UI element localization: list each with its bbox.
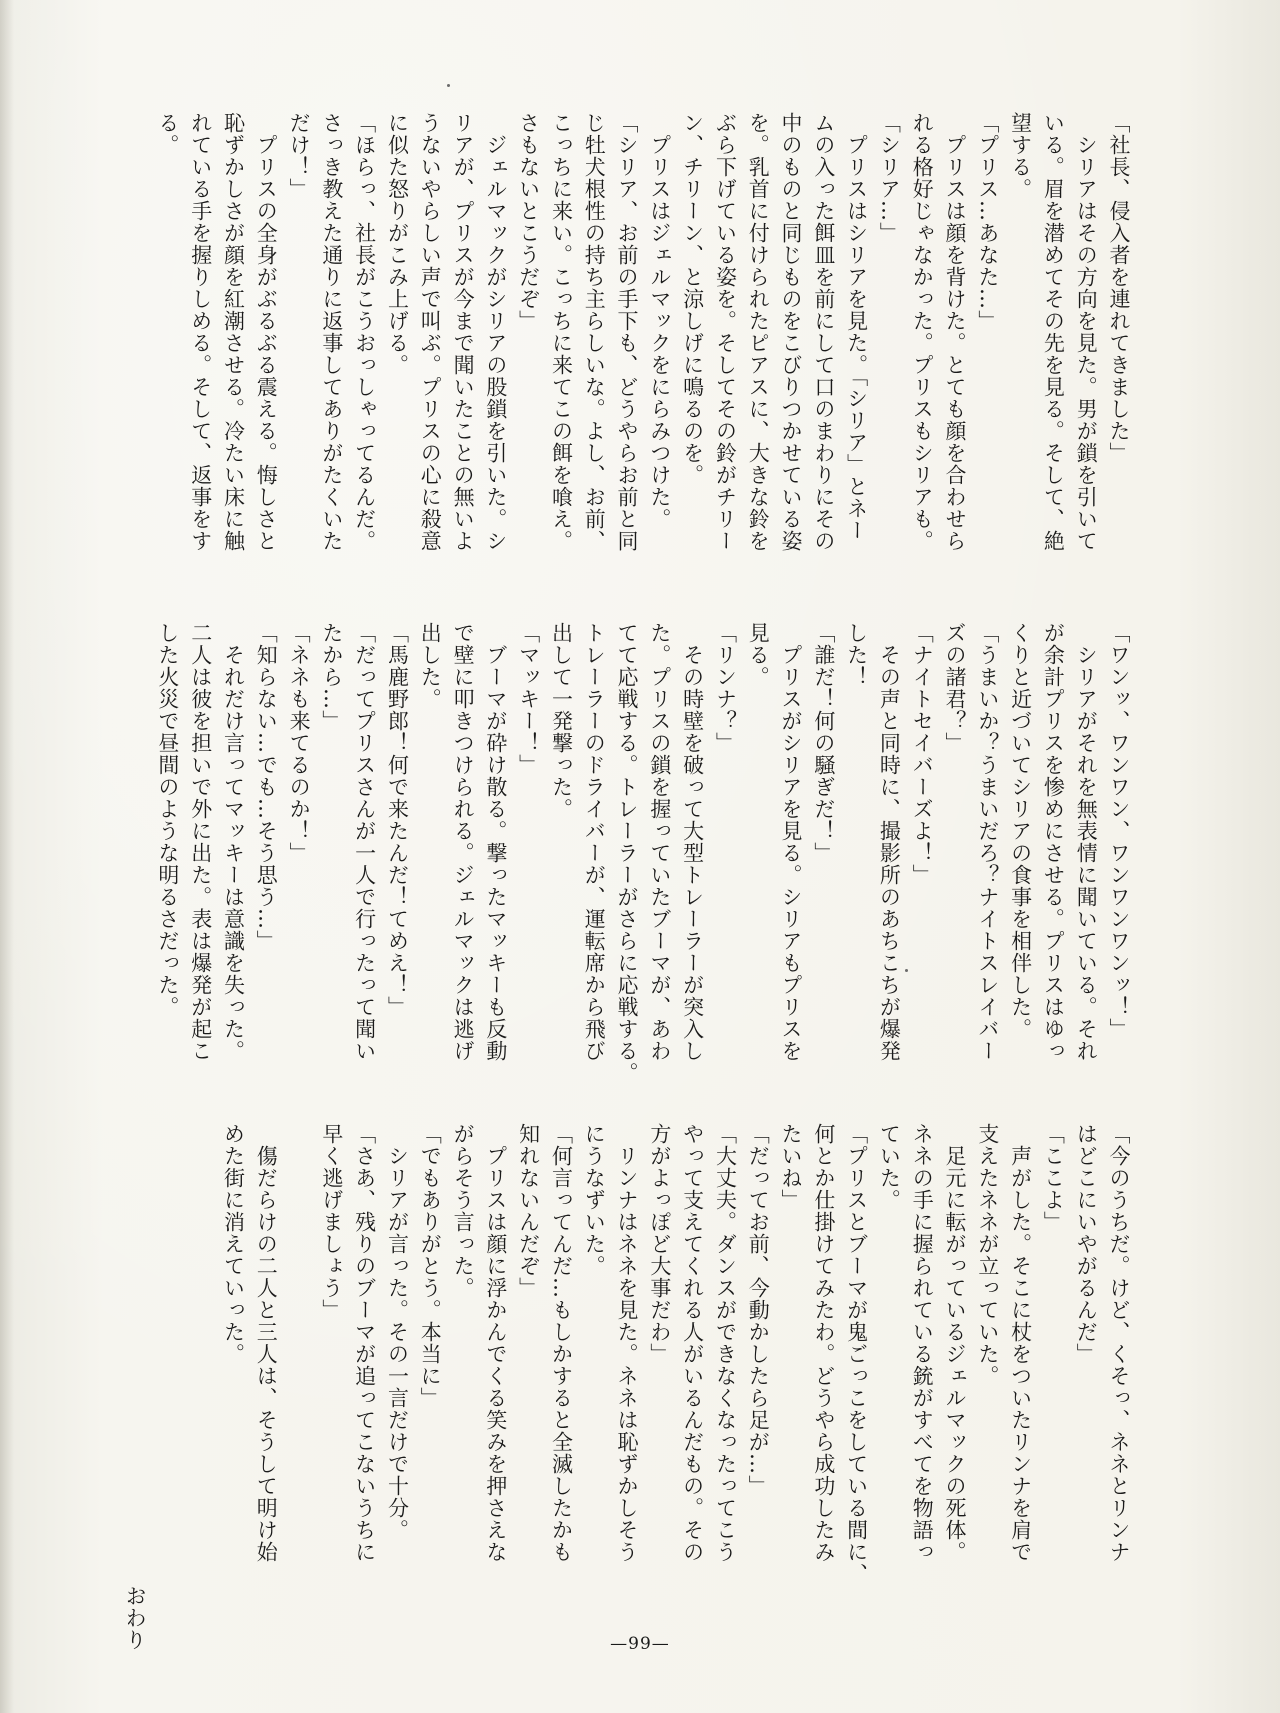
text-line: それだけ言ってマッキーは意識を失った。 (221, 622, 246, 1062)
text-line: した火災で昼間のような明るさだった。 (155, 622, 180, 1018)
text-line: 「うまいか？うまいだろ？ナイトスレイバー (975, 622, 1000, 1062)
text-line: シリアが言った。その一言だけで十分。 (385, 1123, 410, 1541)
text-block-middle (85, 622, 1135, 1087)
text-line: 「プリス…あなた…」 (975, 112, 1000, 332)
text-line: 声がした。そこに杖をついたリンナを肩で (1008, 1123, 1033, 1563)
text-line: やって支えてくれる人がいるんだもの。その (680, 1123, 705, 1563)
text-line: 出した。 (418, 622, 443, 710)
text-line (184, 1123, 217, 1583)
text-line: 支えたネネが立っていた。 (975, 1123, 1000, 1387)
text-line: 「シリア…」 (877, 112, 902, 244)
text-line: うないやらしい声で叫ぶ。プリスの心に殺意 (418, 112, 443, 552)
text-line: トレーラーのドライバーが、運転席から飛び (582, 622, 607, 1062)
text-line: にうなずいた。 (582, 1123, 607, 1277)
paper-speck (905, 969, 908, 972)
text-line: ズの諸君？」 (943, 622, 968, 754)
text-line: プリスはシリアを見た。「シリア」とネー (844, 112, 869, 542)
text-line: たいね」 (779, 1123, 804, 1211)
text-line: 「でもありがとう。本当に」 (418, 1123, 443, 1409)
text-line: 「ほらっ、社長がこうおっしゃってるんだ。 (352, 112, 377, 552)
text-line: 「大丈夫。ダンスができなくなったってこう (713, 1123, 738, 1563)
text-line: 知れないんだぞ」 (516, 1123, 541, 1299)
text-line: が余計プリスを惨めにさせる。プリスはゆっ (1041, 622, 1066, 1062)
text-line: 「ワンッ、ワンワン、ワンワンワンッ！」 (1107, 622, 1131, 1040)
text-line: 「社長、侵入者を連れてきました」 (1107, 112, 1131, 464)
text-line: じ牡犬根性の持ち主らしいな。よし、お前、 (582, 112, 607, 552)
text-line: 「リンナ？」 (713, 622, 738, 754)
text-line: さっき教えた通りに返事してありがたくいた (319, 112, 344, 552)
text-line: リンナはネネを見た。ネネは恥ずかしそう (615, 1123, 640, 1563)
text-line: 「誰だ！何の騒ぎだ！」 (811, 622, 836, 864)
text-line: てて応戦する。トレーラーがさらに応戦する。 (615, 622, 640, 1084)
text-line: プリスは顔を背けた。とても顔を合わせら (943, 112, 968, 552)
text-line: くりと近づいてシリアの食事を相伴した。 (1008, 622, 1033, 1040)
text-line: プリスの全身がぶるぶる震える。悔しさと (254, 112, 279, 552)
text-line: 出して一発撃った。 (549, 622, 574, 820)
text-line: に似た怒りがこみ上げる。 (385, 112, 410, 376)
text-line: 「だってお前、今動かしたら足が…」 (746, 1123, 771, 1497)
text-line: プリスは顔に浮かんでくる笑みを押さえな (483, 1123, 508, 1563)
text-line: 早く逃げましょう」 (319, 1123, 344, 1321)
paper-speck (447, 84, 450, 87)
text-line: れる格好じゃなかった。プリスもシリアも。 (910, 112, 935, 552)
text-line: リアが、プリスが今まで聞いたことの無いよ (451, 112, 476, 552)
text-line: 傷だらけの二人と三人は、そうして明け始 (254, 1123, 279, 1563)
text-line: シリアがそれを無表情に聞いている。それ (1074, 622, 1099, 1062)
text-line: シリアはその方向を見た。男が鎖を引いて (1074, 112, 1099, 552)
text-block-upper (85, 112, 1135, 582)
text-line: 「ここよ」 (1041, 1123, 1066, 1233)
text-line: 「何言ってんだ…もしかすると全滅したかも (549, 1123, 574, 1563)
text-line: ネネの手に握られている銃がすべてを物語っ (910, 1123, 935, 1563)
text-line: 「ナイトセイバーズよ！」 (910, 622, 935, 886)
text-line (151, 1123, 184, 1583)
text-line: ていた。 (877, 1123, 902, 1211)
text-line: たから…」 (319, 622, 344, 732)
text-line: 「ネネも来てるのか！」 (287, 622, 312, 864)
text-line: で壁に叩きつけられる。ジェルマックは逃げ (451, 622, 476, 1062)
text-line: 「知らない…でも…そう思う…」 (254, 622, 279, 952)
text-line: 二人は彼を担いで外に出た。表は爆発が起こ (188, 622, 213, 1062)
text-line: プリスはジェルマックをにらみつけた。 (647, 112, 672, 530)
text-line: 「今のうちだ。けど、くそっ、ネネとリンナ (1107, 1123, 1131, 1563)
text-line: 「プリスとブーマが鬼ごっこをしている間に、 (844, 1123, 869, 1585)
text-line: 恥ずかしさが顔を紅潮させる。冷たい床に触 (221, 112, 246, 552)
text-line: ジェルマックがシリアの股鎖を引いた。シ (483, 112, 508, 552)
page-number: —99— (610, 1634, 670, 1654)
text-line: 「マッキー！」 (516, 622, 541, 776)
text-line: さもないとこうだぞ」 (516, 112, 541, 332)
text-line: 足元に転がっているジェルマックの死体。 (943, 1123, 968, 1563)
text-line: 望する。 (1008, 112, 1033, 200)
text-line: 「馬鹿野郎！何で来たんだ！てめえ！」 (385, 622, 410, 1018)
text-line: 「さあ、残りのブーマが追ってこないうちに (352, 1123, 377, 1563)
text-line: る。 (155, 112, 180, 156)
text-line: を。乳首に付けられたピアスに、大きな鈴を (746, 112, 771, 552)
text-line: はどこにいやがるんだ」 (1074, 1123, 1099, 1365)
text-line: 見る。 (746, 622, 771, 688)
text-line: た。プリスの鎖を握っていたブーマが、あわ (647, 622, 672, 1062)
text-line: ブーマが砕け散る。撃ったマッキーも反動 (483, 622, 508, 1062)
text-line: めた街に消えていった。 (221, 1123, 246, 1365)
text-line: プリスがシリアを見る。シリアもプリスを (779, 622, 804, 1062)
text-line: 「シリア、お前の手下も、どうやらお前と同 (615, 112, 640, 552)
spine-shadow (0, 0, 14, 1713)
text-line: いる。眉を潜めてその先を見る。そして、絶 (1041, 112, 1066, 552)
text-line: こっちに来い。こっちに来てこの餌を喰え。 (549, 112, 574, 552)
text-line: 何とか仕掛けてみたわ。どうやら成功したみ (811, 1123, 836, 1563)
text-line: その時壁を破って大型トレーラーが突入し (680, 622, 705, 1062)
text-line: ぶら下げている姿を。そしてその鈴がチリー (713, 112, 738, 552)
text-line: れている手を握りしめる。そして、返事をす (188, 112, 213, 552)
text-line: おわり (123, 1123, 148, 1651)
text-line: ムの入った餌皿を前にして口のまわりにその (811, 112, 836, 552)
text-line: がらそう言った。 (451, 1123, 476, 1299)
text-line: 中のものと同じものをこびりつかせている姿 (779, 112, 804, 552)
text-line: その声と同時に、撮影所のあちこちが爆発 (877, 622, 902, 1062)
text-line (282, 1123, 315, 1583)
text-line: 「だってプリスさんが一人で行ったって聞い (352, 622, 377, 1062)
text-line: ン、チリーン、と涼しげに鳴るのを。 (680, 112, 705, 486)
text-line: 方がよっぽど大事だわ」 (647, 1123, 672, 1365)
text-line: だけ！」 (287, 112, 312, 200)
text-line: した！ (844, 622, 869, 688)
